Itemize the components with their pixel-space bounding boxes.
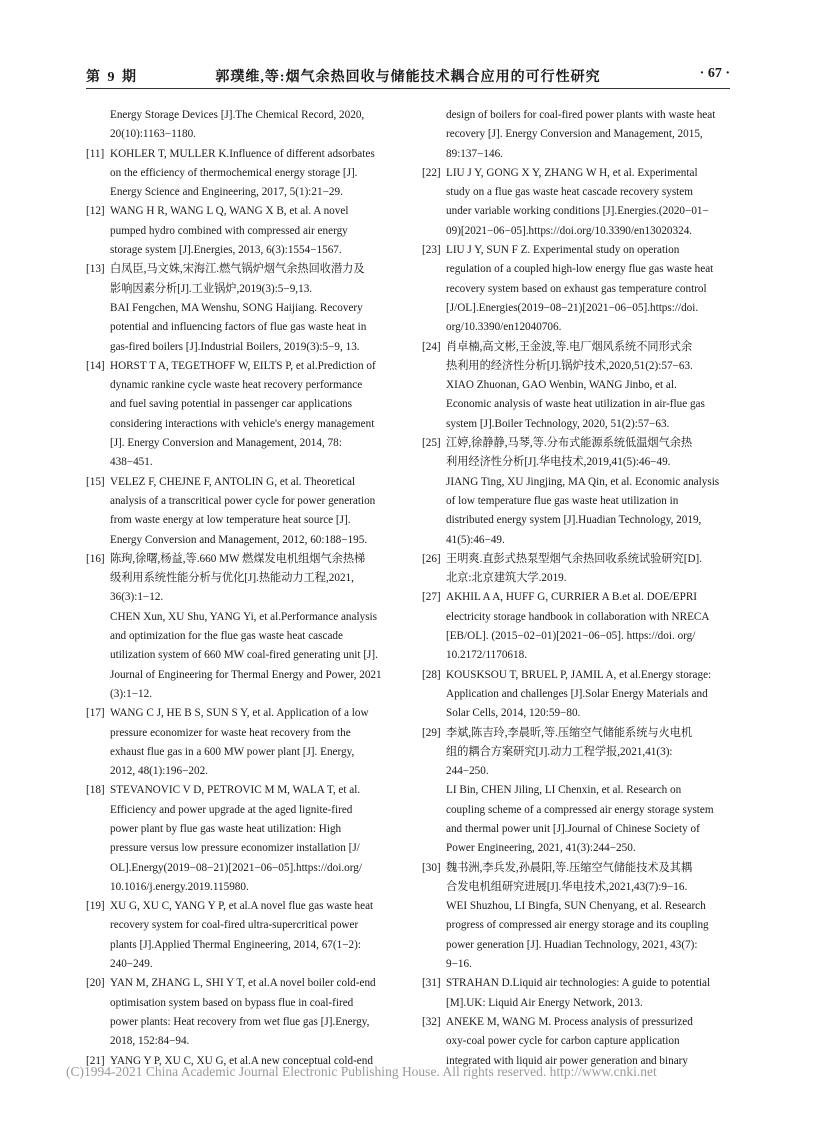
reference-line: pressure economizer for waste heat recovery from the: [110, 726, 351, 739]
reference-line: 244−250.: [446, 765, 489, 778]
reference-line: 41(5):46−49.: [446, 533, 505, 546]
reference-line: Energy Conversion and Management, 2012, 60:188−195.: [110, 533, 368, 546]
reference-line: YAN M, ZHANG L, SHI Y T, et al.A novel boiler cold-end: [110, 977, 376, 990]
reference-line: XIAO Zhuonan, GAO Wenbin, WANG Jinbo, et al.: [446, 379, 677, 392]
reference-line: JIANG Ting, XU Jingjing, MA Qin, et al. Economic analysis: [446, 475, 720, 488]
reference-number: [28]: [422, 668, 441, 681]
reference-number: [21]: [86, 1054, 105, 1067]
reference-line: potential and influencing factors of flue gas waste heat in: [110, 321, 367, 334]
reference-line: recovery [J]. Energy Conversion and Management, 2015,: [446, 128, 703, 141]
reference-line: oxy-coal power cycle for carbon capture application: [446, 1035, 680, 1048]
reference-line: 热利用的经济性分析[J].锅炉技术,2020,51(2):57−63.: [446, 359, 693, 372]
reference-line: 魏书洲,李兵发,孙晨阳,等.压缩空气储能技术及其耦: [446, 861, 693, 874]
reference-number: [29]: [422, 726, 441, 739]
reference-line: plants [J].Applied Thermal Engineering, 2014, 67(1−2):: [110, 938, 361, 951]
reference-line: KOUSKSOU T, BRUEL P, JAMIL A, et al.Energy storage:: [446, 668, 712, 681]
reference-line: OL].Energy(2019−08−21)[2021−06−05].https://doi.org/: [110, 861, 362, 874]
reference-entry: [422, 164, 738, 241]
reference-line: from waste energy at low temperature heat source [J].: [110, 514, 351, 527]
reference-line: under variable working conditions [J].Energies.(2020−01−: [446, 205, 709, 218]
reference-entry: [422, 1013, 738, 1071]
reference-line: BAI Fengchen, MA Wenshu, SONG Haijiang. Recovery: [110, 301, 363, 314]
reference-line: design of boilers for coal-fired power plants with waste heat: [446, 109, 716, 121]
reference-number: [27]: [422, 591, 441, 604]
reference-line: KOHLER T, MULLER K.Influence of different adsorbates: [110, 147, 375, 160]
reference-line: 438−451.: [110, 456, 153, 469]
reference-entry: [86, 781, 402, 897]
reference-line: YANG Y P, XU C, XU G, et al.A new conceptual cold-end: [110, 1054, 373, 1067]
reference-entry: [422, 588, 738, 665]
reference-entry: [86, 202, 402, 260]
reference-line: 9−16.: [446, 958, 472, 971]
reference-entry: [86, 704, 402, 781]
reference-number: [12]: [86, 205, 105, 218]
reference-entry: [422, 550, 738, 589]
reference-entry: [86, 550, 402, 704]
reference-line: Journal of Engineering for Thermal Energy and Power, 2021: [110, 668, 382, 681]
reference-line: power plants: Heat recovery from wet flue gas [J].Energy,: [110, 1015, 370, 1028]
reference-number: [11]: [86, 147, 105, 160]
reference-line: 240−249.: [110, 958, 153, 971]
reference-line: ANEKE M, WANG M. Process analysis of pressurized: [446, 1015, 693, 1028]
reference-line: 利用经济性分析[J].华电技术,2019,41(5):46−49.: [446, 456, 671, 469]
reference-line: CHEN Xun, XU Shu, YANG Yi, et al.Performance analysis: [110, 610, 378, 623]
reference-line: XU G, XU C, YANG Y P, et al.A novel flue gas waste heat: [110, 900, 374, 913]
reference-line: 肖卓楠,高文彬,王金波,等.电厂烟风系统不同形式余: [446, 340, 693, 353]
reference-number: [14]: [86, 359, 105, 372]
reference-line: power generation [J]. Huadian Technology, 2021, 43(7):: [446, 938, 698, 951]
reference-line: VELEZ F, CHEJNE F, ANTOLIN G, et al. Theoretical: [110, 475, 356, 488]
reference-number: [15]: [86, 475, 105, 488]
reference-entry: [86, 974, 402, 1051]
reference-line: 影响因素分析[J].工业锅炉,2019(3):5−9,13.: [110, 282, 313, 295]
reference-line: storage system [J].Energies, 2013, 6(3):1554−1567.: [110, 244, 342, 257]
reference-line: dynamic rankine cycle waste heat recovery performance: [110, 379, 363, 392]
reference-line: recovery system based on exhaust gas temperature control: [446, 282, 707, 295]
reference-line: 李斌,陈吉玲,李晨昕,等.压缩空气储能系统与火电机: [446, 726, 693, 739]
reference-line: WANG C J, HE B S, SUN S Y, et al. Application of a low: [110, 707, 369, 720]
reference-line: STEVANOVIC V D, PETROVIC M M, WALA T, et al.: [110, 784, 361, 797]
reference-number: [24]: [422, 340, 441, 353]
copyright-watermark: (C)1994-2021 China Academic Journal Electronic Publishing House. All rights reserved. http://www.cnki.net: [66, 1064, 657, 1079]
reference-line: 合发电机组研究进展[J].华电技术,2021,43(7):9−16.: [446, 880, 688, 893]
reference-line: electricity storage handbook in collaboration with NRECA: [446, 610, 710, 623]
reference-entry: [86, 260, 402, 356]
reference-line: LI Bin, CHEN Jiling, LI Chenxin, et al. Research on: [446, 784, 682, 797]
reference-line: Energy Science and Engineering, 2017, 5(1):21−29.: [110, 186, 343, 199]
reference-line: optimisation system based on bypass flue in coal-fired: [110, 996, 354, 1009]
reference-line: 10.1016/j.energy.2019.115980.: [110, 880, 249, 893]
reference-line: study on a flue gas waste heat cascade recovery system: [446, 186, 693, 199]
reference-line: and fuel saving potential in passenger car applications: [110, 398, 353, 411]
reference-line: HORST T A, TEGETHOFF W, EILTS P, et al.Prediction of: [110, 359, 376, 372]
reference-number: [18]: [86, 784, 105, 797]
reference-line: 2018, 152:84−94.: [110, 1035, 190, 1048]
reference-number: [16]: [86, 552, 105, 565]
issue-number: 第 9 期: [86, 70, 138, 85]
reference-line: Efficiency and power upgrade at the aged lignite-fired: [110, 803, 353, 816]
reference-line: 组的耦合方案研究[J].动力工程学报,2021,41(3):: [446, 745, 673, 758]
reference-number: [30]: [422, 861, 441, 874]
reference-number: [19]: [86, 900, 105, 913]
reference-line: progress of compressed air energy storage and its coupling: [446, 919, 709, 932]
reference-line: org/10.3390/en12040706.: [446, 321, 562, 334]
reference-entry: [422, 974, 738, 1013]
reference-number: [13]: [86, 263, 105, 276]
reference-line: AKHIL A A, HUFF G, CURRIER A B.et al. DOE/EPRI: [446, 591, 698, 604]
reference-line: 89:137−146.: [446, 147, 503, 160]
reference-line: system [J].Boiler Technology, 2020, 51(2):57−63.: [446, 417, 670, 430]
reference-number: [22]: [422, 166, 441, 179]
reference-line: [J]. Energy Conversion and Management, 2014, 78:: [110, 437, 342, 450]
reference-line: pumped hydro combined with compressed air energy: [110, 224, 348, 237]
reference-line: [J/OL].Energies(2019−08−21)[2021−06−05].https://doi.: [446, 301, 699, 314]
reference-line: distributed energy system [J].Huadian Technology, 2019,: [446, 514, 702, 527]
reference-line: (3):1−12.: [110, 687, 153, 700]
reference-line: Application and challenges [J].Solar Energy Materials and: [446, 687, 708, 700]
reference-line: STRAHAN D.Liquid air technologies: A guide to potential: [446, 977, 711, 990]
reference-entry: [422, 434, 738, 550]
reference-entry: [86, 897, 402, 974]
reference-line: [EB/OL]. (2015−02−01)[2021−06−05]. https://doi. org/: [446, 630, 696, 643]
reference-entry: [422, 338, 738, 434]
reference-line: coupling scheme of a compressed air energy storage system: [446, 803, 714, 816]
reference-line: LIU J Y, GONG X Y, ZHANG W H, et al. Experimental: [446, 166, 698, 179]
reference-line: exhaust flue gas in a 600 MW power plant [J]. Energy,: [110, 745, 355, 758]
reference-line: 2012, 48(1):196−202.: [110, 765, 208, 778]
reference-line: and thermal power unit [J].Journal of Chinese Society of: [446, 822, 700, 835]
reference-entry: [86, 357, 402, 473]
reference-number: [26]: [422, 552, 441, 565]
reference-entry: [422, 241, 738, 337]
reference-line: regulation of a coupled high-low energy flue gas waste heat: [446, 263, 714, 276]
reference-line: analysis of a transcritical power cycle for power generation: [110, 494, 376, 507]
reference-number: [32]: [422, 1015, 441, 1028]
reference-line: Power Engineering, 2021, 41(3):244−250.: [446, 842, 636, 855]
reference-line: 20(10):1163−1180.: [110, 128, 196, 141]
reference-line: Solar Cells, 2014, 120:59−80.: [446, 707, 581, 720]
running-title: 郭璞维,等:烟气余热回收与储能技术耦合应用的可行性研究: [215, 70, 601, 85]
reference-line: [M].UK: Liquid Air Energy Network, 2013.: [446, 996, 643, 1009]
reference-number: [17]: [86, 707, 105, 720]
reference-line: integrated with liquid air power generation and binary: [446, 1054, 689, 1067]
reference-number: [23]: [422, 244, 441, 257]
reference-line: 陈珣,徐曙,杨益,等.660 MW 燃煤发电机组烟气余热梯: [110, 552, 366, 565]
reference-entry: [86, 145, 402, 203]
reference-line: 王明爽.直彭式热泵型烟气余热回收系统试验研究[D].: [446, 552, 703, 565]
reference-line: WEI Shuzhou, LI Bingfa, SUN Chenyang, et al. Research: [446, 900, 706, 913]
page-number: · 67 ·: [699, 66, 730, 81]
reference-number: [20]: [86, 977, 105, 990]
reference-line: 北京:北京建筑大学.2019.: [446, 572, 567, 585]
reference-number: [31]: [422, 977, 441, 990]
reference-line: pressure versus low pressure economizer installation [J/: [110, 842, 360, 855]
reference-line: 09)[2021−06−05].https://doi.org/10.3390/en13020324.: [446, 224, 693, 237]
reference-column-right: [422, 106, 738, 1071]
reference-line: of low temperature flue gas waste heat utilization in: [446, 494, 679, 507]
reference-line: 36(3):1−12.: [110, 591, 164, 604]
reference-line: gas-fired boilers [J].Industrial Boilers, 2019(3):5−9, 13.: [110, 340, 360, 353]
reference-line: utilization system of 660 MW coal-fired generating unit [J].: [110, 649, 378, 662]
reference-line: LIU J Y, SUN F Z. Experimental study on operation: [446, 244, 680, 257]
reference-entry: [86, 473, 402, 550]
reference-line: Energy Storage Devices [J].The Chemical Record, 2020,: [110, 109, 365, 121]
reference-line: on the efficiency of thermochemical energy storage [J].: [110, 166, 358, 179]
reference-line: power plant by flue gas waste heat utilization: High: [110, 822, 342, 835]
reference-entry: [422, 724, 738, 859]
reference-line: and optimization for the flue gas waste heat cascade: [110, 630, 343, 643]
reference-line: recovery system for coal-fired ultra-supercritical power: [110, 919, 359, 932]
reference-entry: [422, 859, 738, 975]
reference-line: 级利用系统性能分析与优化[J].热能动力工程,2021,: [110, 572, 354, 585]
reference-number: [25]: [422, 437, 441, 450]
reference-line: 江婷,徐静静,马琴,等.分布式能源系统低温烟气余热: [446, 437, 693, 450]
reference-line: Economic analysis of waste heat utilization in air-flue gas: [446, 398, 705, 411]
running-header: [86, 62, 730, 89]
reference-entry: [422, 666, 738, 724]
reference-line: 10.2172/1170618.: [446, 649, 528, 662]
reference-entry: [422, 106, 738, 164]
reference-entry: [86, 106, 402, 145]
reference-line: WANG H R, WANG L Q, WANG X B, et al. A novel: [110, 205, 349, 218]
reference-column-left: [86, 106, 402, 1071]
reference-line: 白凤臣,马文姝,宋海江.燃气锅炉烟气余热回收潜力及: [110, 263, 365, 276]
reference-line: considering interactions with vehicle's energy management: [110, 417, 375, 430]
